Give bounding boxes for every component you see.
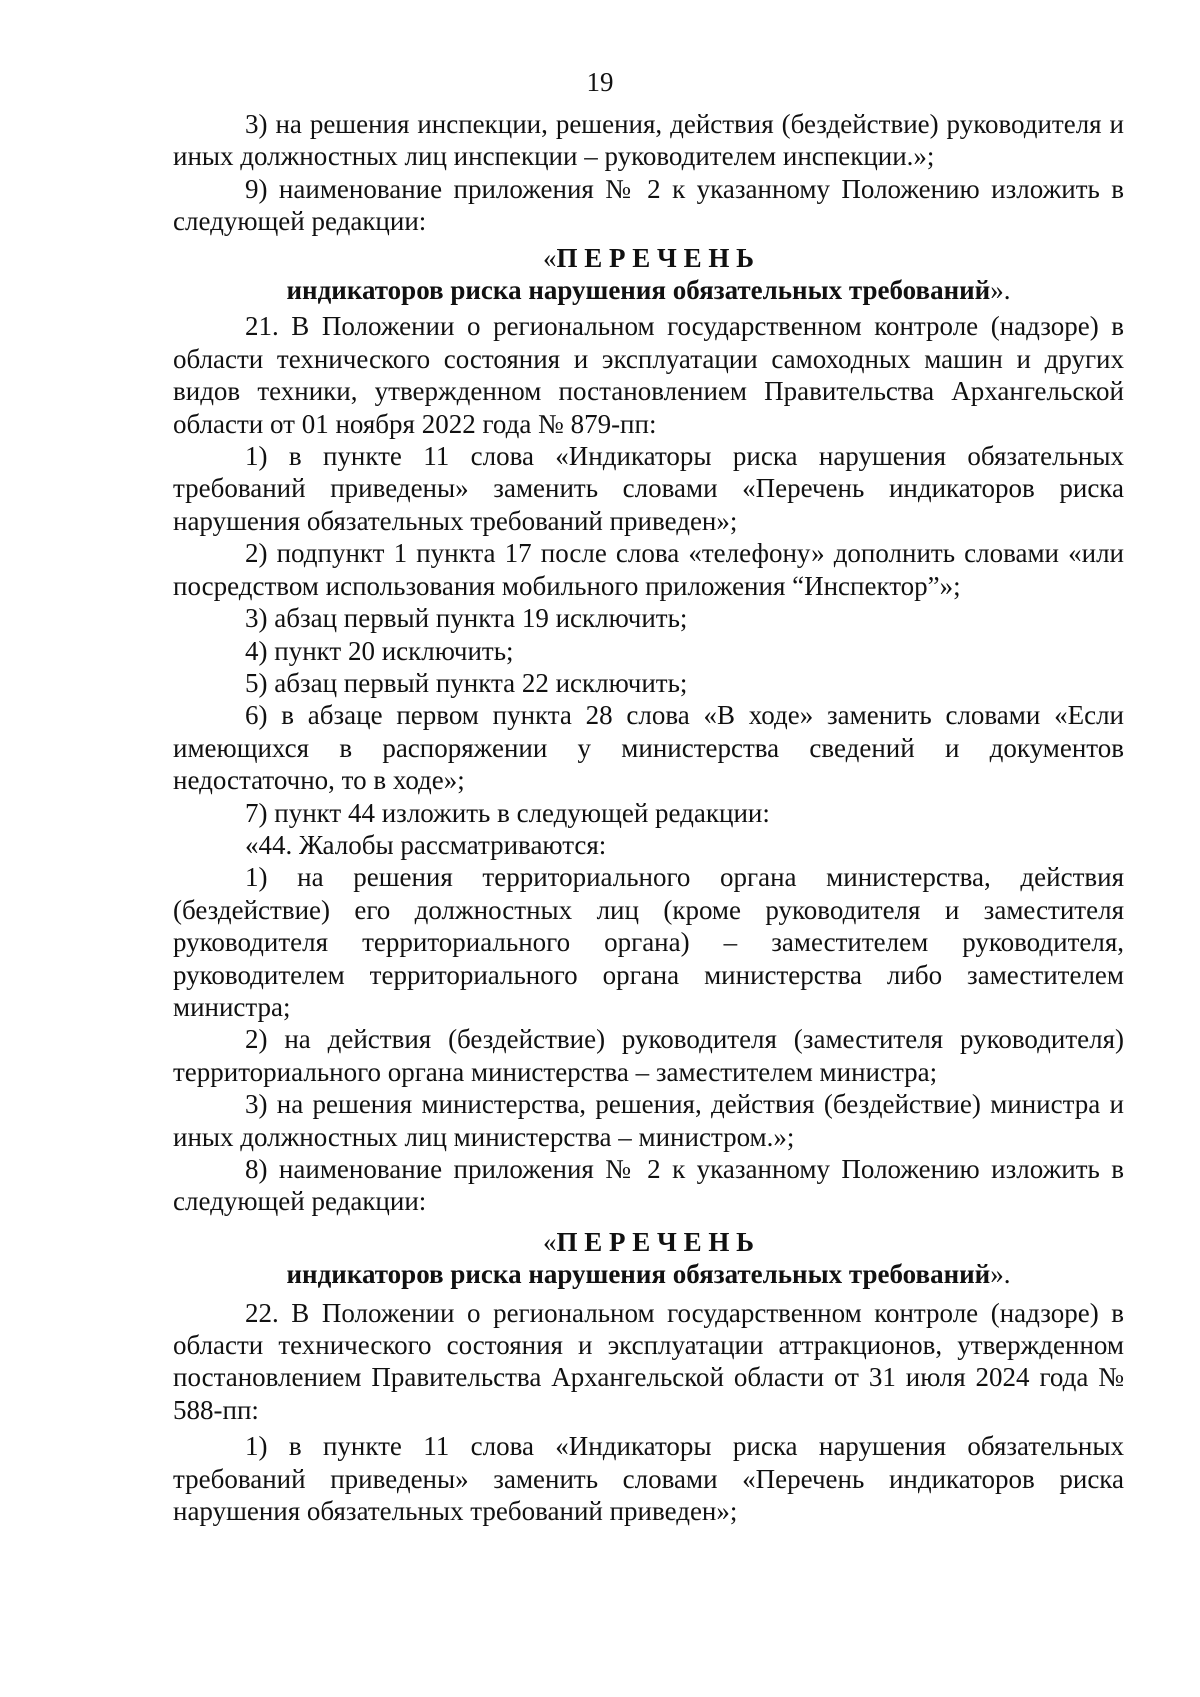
quote-close: ». <box>990 1259 1011 1290</box>
paragraph: «44. Жалобы рассматриваются: <box>245 829 607 860</box>
paragraph: 22. В Положении о региональном государственном контроле (надзоре) в области технического состояния и эксплуатации аттракционов, утвержденном постановлением Правительства Архангельской области от 31 июля 2024 года № 588-пп: <box>173 1297 1124 1425</box>
paragraph: 1) на решения территориального органа министерства, действия (бездействие) его должностных лиц (кроме руководителя и заместителя руководителя территориального органа) – заместителем руководителя, руководителем территориального органа министерства либо заместителем министра; <box>173 862 1124 1022</box>
heading-title: П Е Р Е Ч Е Н Ь <box>556 242 754 273</box>
paragraph: 6) в абзаце первом пункта 28 слова «В ходе» заменить словами «Если имеющихся в распоряжении у министерства сведений и документов недостаточно, то в ходе»; <box>173 700 1124 796</box>
quote-close: ». <box>990 275 1011 306</box>
page-number: 19 <box>586 67 614 97</box>
paragraph: 5) абзац первый пункта 22 исключить; <box>245 667 688 698</box>
paragraph: 1) в пункте 11 слова «Индикаторы риска нарушения обязательных требований приведены» заменить словами «Перечень индикаторов риска нарушения обязательных требований приведен»; <box>173 1431 1124 1527</box>
paragraph: 3) абзац первый пункта 19 исключить; <box>245 603 688 634</box>
paragraph: 8) наименование приложения № 2 к указанному Положению изложить в следующей редакции: <box>173 1154 1124 1217</box>
document-body <box>173 108 1124 1527</box>
list-heading-title <box>173 242 1124 274</box>
paragraph: 4) пункт 20 исключить; <box>245 635 514 666</box>
paragraph: 2) подпункт 1 пункта 17 после слова «телефону» дополнить словами «или посредством использования мобильного приложения “Инспектор”»; <box>173 538 1124 601</box>
list-heading-subtitle <box>173 1258 1124 1290</box>
heading-subtitle: индикаторов риска нарушения обязательных требований <box>286 275 991 306</box>
heading-title: П Е Р Е Ч Е Н Ь <box>556 1226 754 1257</box>
paragraph: 3) на решения министерства, решения, действия (бездействие) министра и иных должностных лиц министерства – министром.»; <box>173 1089 1124 1152</box>
list-heading-title <box>173 1226 1124 1258</box>
quote-open: « <box>543 242 557 273</box>
quote-open: « <box>543 1226 557 1257</box>
paragraph: 2) на действия (бездействие) руководителя (заместителя руководителя) территориального органа министерства – заместителем министра; <box>173 1024 1124 1087</box>
paragraph: 7) пункт 44 изложить в следующей редакции: <box>245 797 770 828</box>
heading-subtitle: индикаторов риска нарушения обязательных требований <box>286 1259 991 1290</box>
paragraph: 9) наименование приложения № 2 к указанному Положению изложить в следующей редакции: <box>173 173 1124 237</box>
paragraph: 1) в пункте 11 слова «Индикаторы риска нарушения обязательных требований приведены» заменить словами «Перечень индикаторов риска нарушения обязательных требований приведен»; <box>173 441 1124 536</box>
paragraph: 21. В Положении о региональном государственном контроле (надзоре) в области технического состояния и эксплуатации самоходных машин и других видов техники, утвержденном постановлением Правительства Архангельской области от 01 ноября 2022 года № 879-пп: <box>173 311 1124 439</box>
paragraph: 3) на решения инспекции, решения, действия (бездействие) руководителя и иных должностных лиц инспекции – руководителем инспекции.»; <box>173 109 1124 172</box>
list-heading-subtitle <box>173 274 1124 306</box>
